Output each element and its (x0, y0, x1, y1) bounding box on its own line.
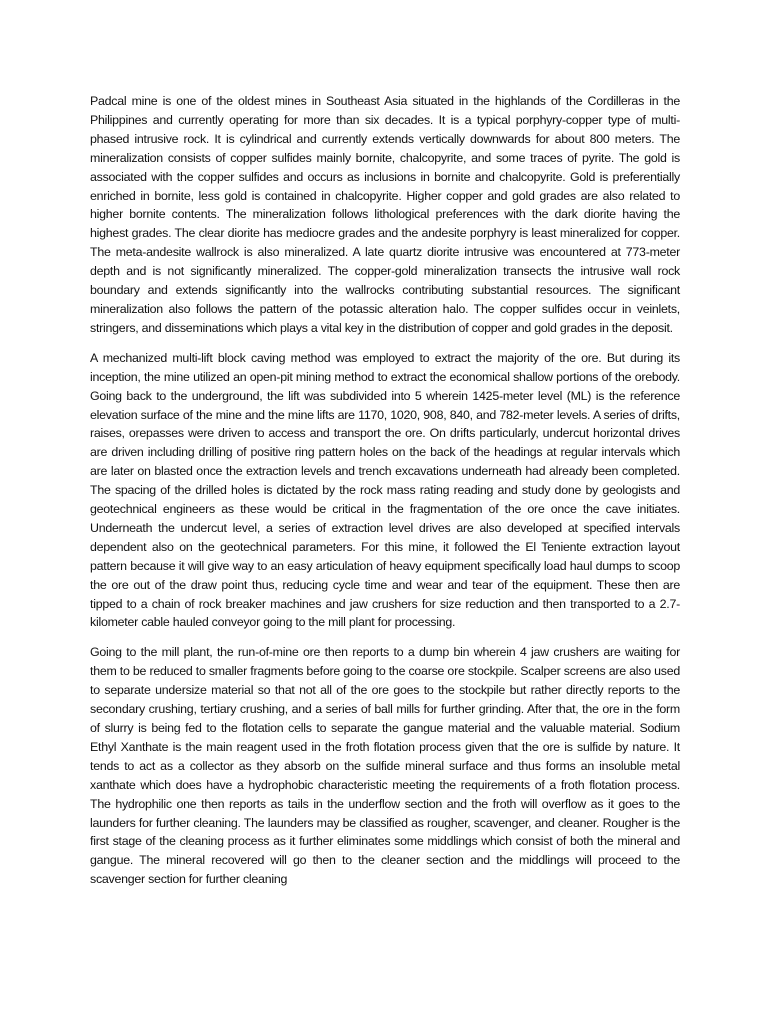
paragraph-ore-geology: Padcal mine is one of the oldest mines in Southeast Asia situated in the highlands of the Cordilleras in the Philippines and currently operating for more than six decades. It is a typical porphyry-copper type of multi-phased intrusive rock. It is cylindrical and currently extends vertically downwards for about 800 meters. The mineralization consists of copper sulfides mainly bornite, chalcopyrite, and some traces of pyrite. The gold is associated with the copper sulfides and occurs as inclusions in bornite and chalcopyrite. Gold is preferentially enriched in bornite, less gold is contained in chalcopyrite. Higher copper and gold grades are also related to higher bornite contents. The mineralization follows lithological preferences with the dark diorite having the highest grades. The clear diorite has mediocre grades and the andesite porphyry is least mineralized for copper. The meta-andesite wallrock is also mineralized. A late quartz diorite intrusive was encountered at 773-meter depth and is not significantly mineralized. The copper-gold mineralization transects the intrusive wall rock boundary and extends significantly into the wallrocks contributing substantial resources. The significant mineralization also follows the pattern of the potassic alteration halo. The copper sulfides occur in veinlets, stringers, and disseminations which plays a vital key in the distribution of copper and gold grades in the deposit. (90, 94, 680, 335)
paragraph-mining-method: A mechanized multi-lift block caving method was employed to extract the majority of the ore. But during its inception, the mine utilized an open-pit mining method to extract the economical shallow portions of the orebody. Going back to the underground, the lift was subdivided into 5 wherein 1425-meter level (ML) is the reference elevation surface of the mine and the mine lifts are 1170, 1020, 908, 840, and 782-meter levels. A series of drifts, raises, orepasses were driven to access and transport the ore. On drifts particularly, undercut horizontal drives are driven including drilling of positive ring pattern holes on the back of the headings at regular intervals which are later on blasted once the extraction levels and trench excavations underneath had already been completed. The spacing of the drilled holes is dictated by the rock mass rating reading and study done by geologists and geotechnical engineers as these would be critical in the fragmentation of the ore once the cave initiates. Underneath the undercut level, a series of extraction level drives are also developed at specified intervals dependent also on the geotechnical parameters. For this mine, it followed the El Teniente extraction layout pattern because it will give way to an easy articulation of heavy equipment specifically load haul dumps to scoop the ore out of the draw point thus, reducing cycle time and wear and tear of the equipment. These then are tipped to a chain of rock breaker machines and jaw crushers for size reduction and then transported to a 2.7-kilometer cable hauled conveyor going to the mill plant for processing. (90, 350, 680, 630)
paragraph-mill-processing: Going to the mill plant, the run-of-mine ore then reports to a dump bin wherein 4 jaw crushers are waiting for them to be reduced to smaller fragments before going to the coarse ore stockpile. Scalper screens are also used to separate undersize material so that not all of the ore goes to the stockpile but rather directly reports to the secondary crushing, tertiary crushing, and a series of ball mills for further grinding. After that, the ore in the form of slurry is being fed to the flotation cells to separate the gangue material and the valuable material. Sodium Ethyl Xanthate is the main reagent used in the froth flotation process given that the ore is sulfide by nature. It tends to act as a collector as they absorb on the sulfide mineral surface and thus forms an insoluble metal xanthate which does have a hydrophobic characteristic meeting the requirements of a froth flotation process. The hydrophilic one then reports as tails in the underflow section and the froth will overflow as it goes to the launders for further cleaning. The launders may be classified as rougher, scavenger, and cleaner. Rougher is the first stage of the cleaning process as it further eliminates some middlings which consist of both the mineral and gangue. The mineral recovered will go then to the cleaner section and the middlings will proceed to the scavenger section for further cleaning (90, 645, 680, 887)
document-body (90, 92, 680, 900)
